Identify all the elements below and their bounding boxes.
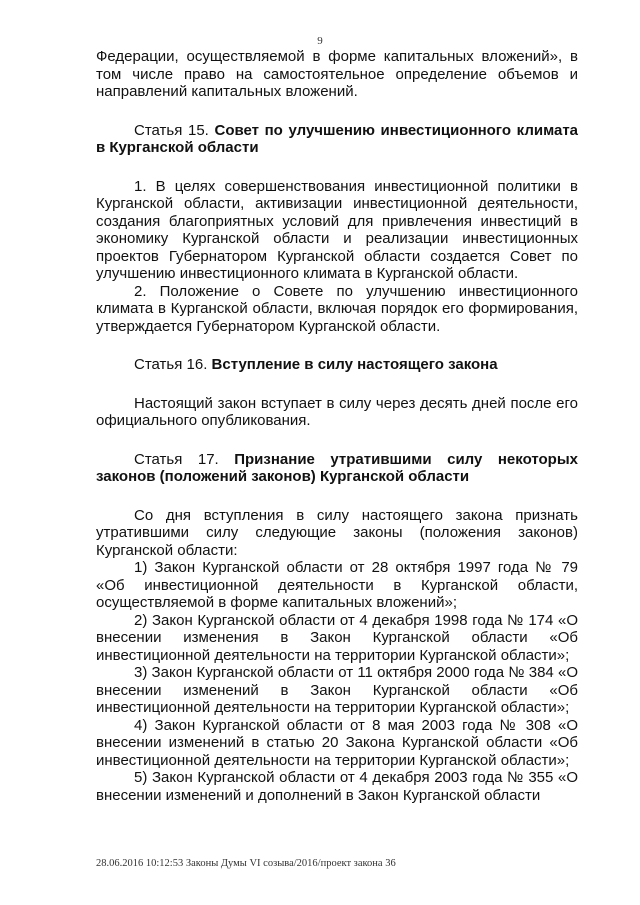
article-15-prefix: Статья 15. [134,121,209,139]
document-footer: 28.06.2016 10:12:53 Законы Думы VI созыва/2016/проект закона 36 [96,858,396,869]
article-16-heading [96,356,578,374]
page-number: 9 [317,35,323,47]
article-15-title: Совет по улучшению инвестиционного климата в Курганской области [96,121,579,156]
article-17-paragraph-1: Со дня вступления в силу настоящего закона признать утратившими силу следующие законы (положения законов) Курганской области: [96,506,578,559]
article-16-prefix: Статья 16. [134,356,208,373]
list-item: 4) Закон Курганской области от 8 мая 2003 года № 308 «О внесении изменений в статью 20 Закона Курганской области «Об инвестиционной деятельности на территории Курганской области»; [96,716,578,769]
article-17-prefix: Статья 17. [134,450,219,468]
article-15-heading [96,122,578,157]
list-item: 5) Закон Курганской области от 4 декабря 2003 года № 355 «О внесении изменений и дополнений в Закон Курганской области [96,769,578,804]
article-15-paragraph-2: 2. Положение о Совете по улучшению инвестиционного климата в Курганской области, включая порядок его формирования, утверждается Губернатором Курганской области. [96,282,578,335]
list-item: 2) Закон Курганской области от 4 декабря 1998 года № 174 «О внесении изменения в Закон Курганской области «Об инвестиционной деятельности на территории Курганской области»; [96,611,578,664]
article-17-heading [96,451,578,486]
document-body [96,48,578,804]
article-17-title: Признание утратившими силу некоторых законов (положений законов) Курганской области [96,450,578,485]
article-15-paragraph-1: 1. В целях совершенствования инвестиционной политики в Курганской области, активизации инвестиционной деятельности, создания благоприятных условий для привлечения инвестиций в экономику Курганской области и реализации инвестиционных проектов Губернатором Курганской области создается Совет по улучшению инвестиционного климата в Курганской области. [96,177,578,282]
intro-paragraph: Федерации, осуществляемой в форме капитальных вложений», в том числе право на самостоятельное определение объемов и направлений капитальных вложений. [96,48,578,100]
article-16-paragraph-1: Настоящий закон вступает в силу через десять дней после его официального опубликования. [96,394,578,429]
list-item: 1) Закон Курганской области от 28 октября 1997 года № 79 «Об инвестиционной деятельности в Курганской области, осуществляемой в форме капитальных вложений»; [96,559,578,611]
list-item: 3) Закон Курганской области от 11 октября 2000 года № 384 «О внесении изменений в Закон Курганской области «Об инвестиционной деятельности на территории Курганской области»; [96,664,578,716]
article-16-title: Вступление в силу настоящего закона [211,356,498,373]
